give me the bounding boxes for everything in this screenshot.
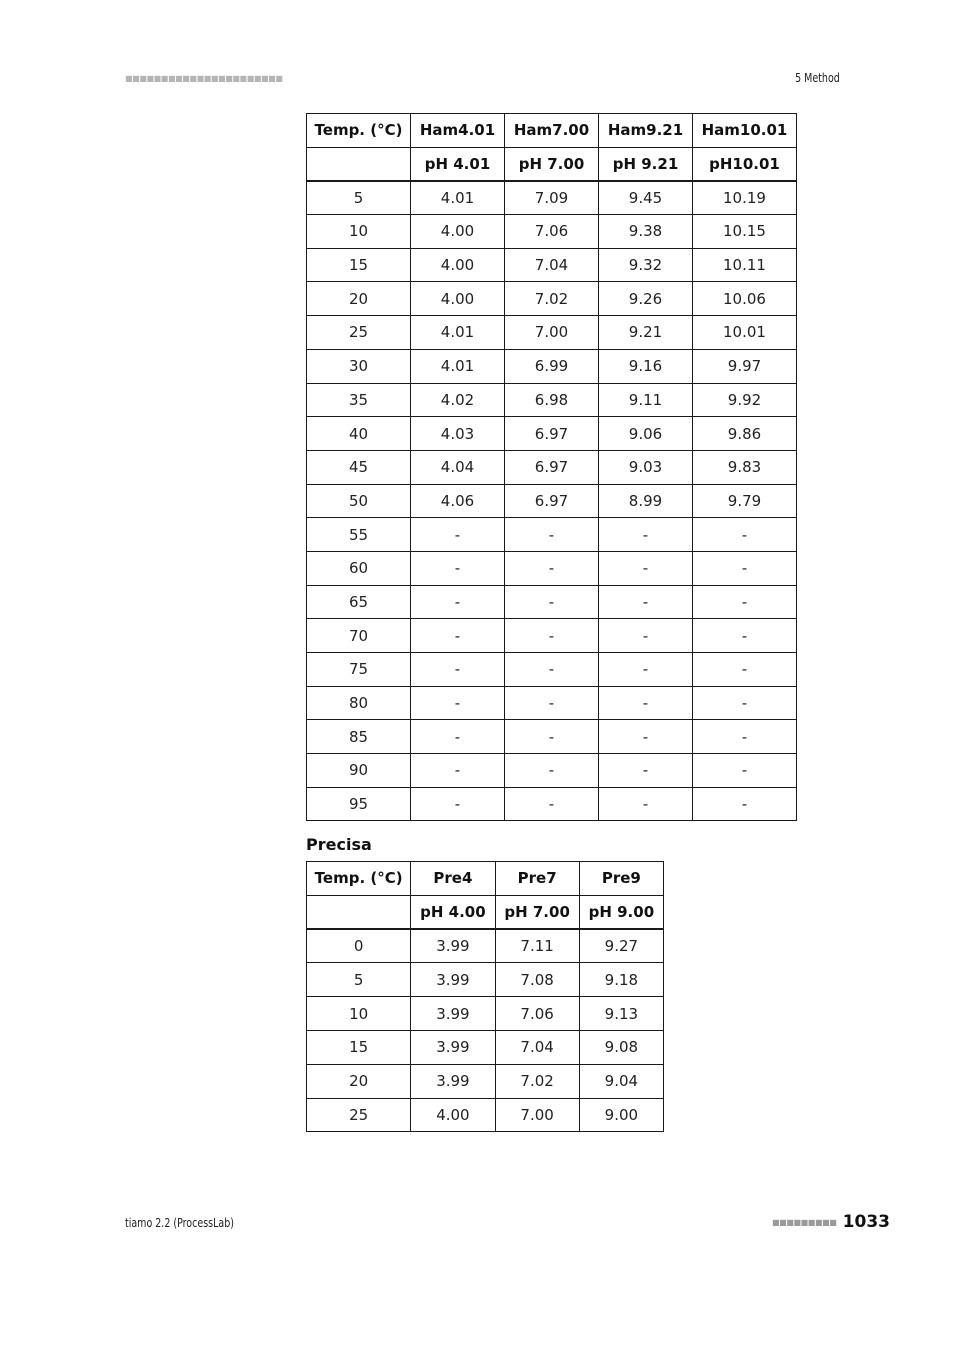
- table-cell: -: [505, 720, 599, 754]
- table-cell: -: [693, 653, 797, 687]
- table-cell: -: [411, 551, 505, 585]
- table-cell: -: [411, 686, 505, 720]
- table-cell: -: [505, 754, 599, 788]
- table-cell: -: [693, 585, 797, 619]
- table-cell: 4.03: [411, 417, 505, 451]
- table-cell: 90: [307, 754, 411, 788]
- page-number: 1033: [842, 1212, 890, 1232]
- table-cell: 5: [307, 963, 411, 997]
- table-cell: -: [599, 754, 693, 788]
- table-cell: 9.03: [599, 450, 693, 484]
- table-cell: 30: [307, 349, 411, 383]
- table-cell: 9.16: [599, 349, 693, 383]
- table-cell: 9.38: [599, 215, 693, 249]
- table-cell: -: [599, 720, 693, 754]
- table-cell: 20: [307, 1064, 411, 1098]
- table-cell: 8.99: [599, 484, 693, 518]
- table-cell: 9.06: [599, 417, 693, 451]
- table-cell: 3.99: [411, 1030, 495, 1064]
- table-cell: 80: [307, 686, 411, 720]
- table-cell: 9.45: [599, 181, 693, 215]
- table-cell: -: [599, 619, 693, 653]
- header-cell: pH 4.01: [411, 147, 505, 181]
- table-row: [307, 997, 664, 1031]
- header-cell: pH 4.00: [411, 895, 495, 929]
- table-cell: 10: [307, 215, 411, 249]
- table-cell: -: [505, 551, 599, 585]
- table-cell: 7.06: [495, 997, 579, 1031]
- table-cell: 7.04: [505, 248, 599, 282]
- table-row: [307, 484, 797, 518]
- table-row: [307, 929, 664, 963]
- table-cell: -: [599, 518, 693, 552]
- table-cell: -: [505, 619, 599, 653]
- table-cell: 10: [307, 997, 411, 1031]
- table-subheader-row: [307, 147, 797, 181]
- table-cell: 25: [307, 316, 411, 350]
- table-row: [307, 653, 797, 687]
- table-cell: -: [599, 551, 693, 585]
- table-cell: 6.97: [505, 484, 599, 518]
- table-cell: -: [693, 619, 797, 653]
- table-cell: 9.11: [599, 383, 693, 417]
- table-row: [307, 963, 664, 997]
- table-header-row: [307, 862, 664, 896]
- table-cell: 7.11: [495, 929, 579, 963]
- table-cell: 60: [307, 551, 411, 585]
- table-cell: -: [693, 518, 797, 552]
- table-cell: 6.97: [505, 417, 599, 451]
- table-cell: 4.00: [411, 1098, 495, 1132]
- header-cell: Ham7.00: [505, 114, 599, 148]
- table-cell: 9.08: [579, 1030, 663, 1064]
- table-cell: -: [411, 720, 505, 754]
- table-cell: -: [505, 686, 599, 720]
- table-cell: -: [599, 787, 693, 821]
- header-cell: Pre7: [495, 862, 579, 896]
- header-decoration: ■■■■■■■■■■■■■■■■■■■■■■: [125, 74, 283, 83]
- table-cell: -: [693, 787, 797, 821]
- header-cell: Ham4.01: [411, 114, 505, 148]
- table-cell: 7.04: [495, 1030, 579, 1064]
- table-row: [307, 787, 797, 821]
- table-cell: 4.00: [411, 215, 505, 249]
- table-cell: 9.32: [599, 248, 693, 282]
- table-cell: 5: [307, 181, 411, 215]
- table-cell: 7.08: [495, 963, 579, 997]
- table-cell: 70: [307, 619, 411, 653]
- hamilton-buffer-table: [306, 113, 797, 821]
- table-cell: 9.86: [693, 417, 797, 451]
- table-row: [307, 248, 797, 282]
- table-cell: 4.06: [411, 484, 505, 518]
- header-cell: Ham9.21: [599, 114, 693, 148]
- table-cell: 9.13: [579, 997, 663, 1031]
- table-cell: 95: [307, 787, 411, 821]
- table-cell: -: [411, 518, 505, 552]
- table-row: [307, 1098, 664, 1132]
- header-cell: pH 7.00: [505, 147, 599, 181]
- table-cell: -: [411, 585, 505, 619]
- table-cell: 75: [307, 653, 411, 687]
- table-cell: 7.02: [495, 1064, 579, 1098]
- table-cell: -: [599, 686, 693, 720]
- table-cell: -: [411, 653, 505, 687]
- table-cell: 9.27: [579, 929, 663, 963]
- table-subheader-row: [307, 895, 664, 929]
- table-cell: 7.02: [505, 282, 599, 316]
- table-cell: 4.01: [411, 181, 505, 215]
- header-cell: pH 9.21: [599, 147, 693, 181]
- table-cell: -: [693, 754, 797, 788]
- header-cell: [307, 147, 411, 181]
- table-cell: 0: [307, 929, 411, 963]
- table-row: [307, 282, 797, 316]
- table-row: [307, 1030, 664, 1064]
- table-cell: 10.06: [693, 282, 797, 316]
- chapter-title: 5 Method: [795, 71, 840, 85]
- table-cell: 40: [307, 417, 411, 451]
- table-cell: 9.00: [579, 1098, 663, 1132]
- table-row: [307, 181, 797, 215]
- table-cell: 6.97: [505, 450, 599, 484]
- table-cell: 6.99: [505, 349, 599, 383]
- table-cell: -: [693, 551, 797, 585]
- table-row: [307, 518, 797, 552]
- table-row: [307, 215, 797, 249]
- table-cell: -: [505, 585, 599, 619]
- table-cell: 55: [307, 518, 411, 552]
- table-row: [307, 316, 797, 350]
- table-cell: 6.98: [505, 383, 599, 417]
- table-cell: 4.00: [411, 282, 505, 316]
- table-cell: 3.99: [411, 963, 495, 997]
- table-cell: 9.26: [599, 282, 693, 316]
- table-row: [307, 383, 797, 417]
- header-cell: Temp. (°C): [307, 114, 411, 148]
- product-name: tiamo 2.2 (ProcessLab): [125, 1216, 234, 1230]
- footer-decoration: ■■■■■■■■■: [772, 1218, 837, 1227]
- table-cell: 4.01: [411, 316, 505, 350]
- table-cell: 4.00: [411, 248, 505, 282]
- table-cell: 9.18: [579, 963, 663, 997]
- header-cell: Temp. (°C): [307, 862, 411, 896]
- table-cell: 3.99: [411, 1064, 495, 1098]
- table-row: [307, 585, 797, 619]
- table-cell: 7.09: [505, 181, 599, 215]
- table-cell: 10.11: [693, 248, 797, 282]
- table-cell: -: [411, 754, 505, 788]
- table-cell: 65: [307, 585, 411, 619]
- table-row: [307, 349, 797, 383]
- table-cell: 3.99: [411, 929, 495, 963]
- table-cell: 9.04: [579, 1064, 663, 1098]
- table-cell: -: [505, 518, 599, 552]
- header-cell: pH 7.00: [495, 895, 579, 929]
- table-cell: 4.04: [411, 450, 505, 484]
- header-cell: Pre4: [411, 862, 495, 896]
- table-cell: 15: [307, 1030, 411, 1064]
- table-cell: 20: [307, 282, 411, 316]
- table-row: [307, 1064, 664, 1098]
- table-header-row: [307, 114, 797, 148]
- header-cell: Pre9: [579, 862, 663, 896]
- table-cell: -: [599, 585, 693, 619]
- table-cell: -: [505, 653, 599, 687]
- table-cell: 3.99: [411, 997, 495, 1031]
- table-cell: -: [411, 619, 505, 653]
- table-cell: 15: [307, 248, 411, 282]
- table-cell: 10.01: [693, 316, 797, 350]
- table-cell: 4.02: [411, 383, 505, 417]
- table-cell: 25: [307, 1098, 411, 1132]
- table-cell: -: [505, 787, 599, 821]
- table-cell: 45: [307, 450, 411, 484]
- table-cell: 4.01: [411, 349, 505, 383]
- table-cell: 35: [307, 383, 411, 417]
- table-row: [307, 720, 797, 754]
- table-cell: 9.92: [693, 383, 797, 417]
- table-row: [307, 754, 797, 788]
- table-cell: 7.00: [505, 316, 599, 350]
- header-cell: [307, 895, 411, 929]
- table-cell: 85: [307, 720, 411, 754]
- table-cell: -: [411, 787, 505, 821]
- table-row: [307, 686, 797, 720]
- header-cell: pH10.01: [693, 147, 797, 181]
- table-cell: -: [599, 653, 693, 687]
- table-cell: 7.00: [495, 1098, 579, 1132]
- section-title-precisa: Precisa: [306, 835, 372, 854]
- table-row: [307, 619, 797, 653]
- table-cell: 9.79: [693, 484, 797, 518]
- table-row: [307, 450, 797, 484]
- header-cell: Ham10.01: [693, 114, 797, 148]
- table-cell: 10.19: [693, 181, 797, 215]
- table-cell: 9.83: [693, 450, 797, 484]
- table-cell: -: [693, 686, 797, 720]
- table-row: [307, 551, 797, 585]
- table-cell: -: [693, 720, 797, 754]
- table-cell: 7.06: [505, 215, 599, 249]
- table-cell: 10.15: [693, 215, 797, 249]
- table-cell: 9.21: [599, 316, 693, 350]
- table-row: [307, 417, 797, 451]
- precisa-buffer-table: [306, 861, 664, 1132]
- table-cell: 50: [307, 484, 411, 518]
- header-cell: pH 9.00: [579, 895, 663, 929]
- table-cell: 9.97: [693, 349, 797, 383]
